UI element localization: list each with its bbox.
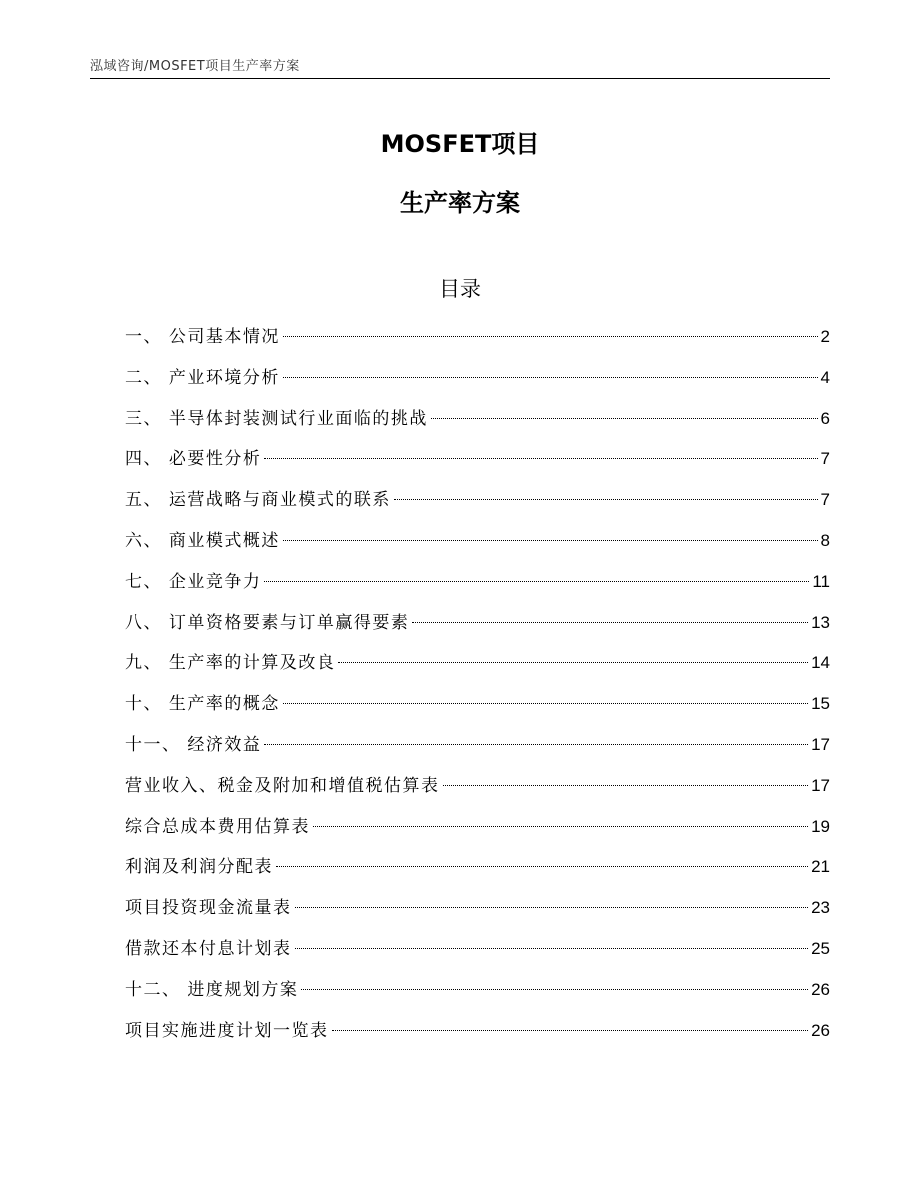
toc-dot-leader (412, 622, 808, 623)
toc-entry[interactable] (125, 443, 830, 484)
toc-entry-label: 利润及利润分配表 (125, 857, 273, 878)
toc-entry-page-number: 21 (811, 857, 830, 877)
toc-entry-label: 综合总成本费用估算表 (125, 816, 310, 837)
toc-dot-leader (443, 785, 809, 786)
toc-entry[interactable] (125, 484, 830, 525)
toc-entry-page-number: 17 (811, 775, 830, 795)
toc-entry[interactable] (125, 525, 830, 566)
toc-entry[interactable] (125, 1015, 830, 1056)
toc-dot-leader (313, 826, 808, 827)
table-of-contents (125, 321, 830, 1055)
toc-entry[interactable] (125, 933, 830, 974)
toc-entry-label: 四、 必要性分析 (125, 449, 262, 470)
toc-entry-page-number: 4 (820, 367, 830, 387)
toc-entry-page-number: 17 (811, 734, 830, 754)
running-header: 泓域咨询/MOSFET项目生产率方案 (90, 59, 300, 74)
toc-dot-leader (301, 989, 808, 990)
toc-entry-label: 二、 产业环境分析 (125, 367, 280, 388)
toc-dot-leader (283, 377, 818, 378)
toc-dot-leader (338, 662, 808, 663)
toc-entry-label: 七、 企业竞争力 (125, 571, 262, 592)
toc-entry-label: 营业收入、税金及附加和增值税估算表 (125, 775, 440, 796)
toc-dot-leader (264, 458, 817, 459)
toc-entry-page-number: 19 (811, 816, 830, 836)
toc-entry[interactable] (125, 647, 830, 688)
toc-entry-page-number: 11 (812, 571, 830, 591)
toc-entry-label: 借款还本付息计划表 (125, 938, 292, 959)
toc-entry-page-number: 26 (811, 979, 830, 999)
toc-entry[interactable] (125, 851, 830, 892)
toc-entry-page-number: 23 (811, 898, 830, 918)
toc-dot-leader (332, 1030, 809, 1031)
toc-entry-page-number: 13 (811, 612, 830, 632)
toc-entry-label: 八、 订单资格要素与订单赢得要素 (125, 612, 410, 633)
toc-entry-label: 十一、 经济效益 (125, 734, 262, 755)
toc-entry-label: 项目实施进度计划一览表 (125, 1020, 329, 1041)
toc-entry-page-number: 7 (820, 449, 830, 469)
document-subtitle: 生产率方案 (400, 189, 520, 217)
toc-entry[interactable] (125, 566, 830, 607)
toc-entry[interactable] (125, 811, 830, 852)
toc-entry-label: 三、 半导体封装测试行业面临的挑战 (125, 408, 428, 429)
toc-entry-page-number: 8 (820, 530, 830, 550)
toc-entry-page-number: 2 (820, 327, 830, 346)
toc-entry-label: 十、 生产率的概念 (125, 694, 280, 715)
toc-entry[interactable] (125, 729, 830, 770)
toc-entry-page-number: 14 (811, 653, 830, 673)
toc-entry-label: 一、 公司基本情况 (125, 327, 280, 347)
toc-entry-page-number: 7 (820, 490, 830, 510)
toc-entry-page-number: 15 (811, 694, 830, 714)
toc-entry[interactable] (125, 688, 830, 729)
toc-entry-label: 六、 商业模式概述 (125, 530, 280, 551)
toc-dot-leader (283, 540, 818, 541)
toc-entry[interactable] (125, 770, 830, 811)
toc-entry[interactable] (125, 321, 830, 362)
toc-entry[interactable] (125, 362, 830, 403)
toc-dot-leader (276, 866, 808, 867)
toc-dot-leader (264, 744, 808, 745)
toc-dot-leader (264, 581, 809, 582)
toc-entry-label: 项目投资现金流量表 (125, 898, 292, 919)
document-title: MOSFET项目 (380, 130, 540, 158)
toc-dot-leader (431, 418, 818, 419)
toc-entry-label: 九、 生产率的计算及改良 (125, 653, 336, 674)
toc-dot-leader (295, 907, 809, 908)
header-divider (90, 78, 830, 79)
toc-entry[interactable] (125, 403, 830, 444)
toc-dot-leader (283, 703, 808, 704)
toc-dot-leader (295, 948, 809, 949)
toc-entry-page-number: 6 (820, 408, 830, 428)
toc-entry-label: 五、 运营战略与商业模式的联系 (125, 490, 391, 511)
toc-dot-leader (394, 499, 818, 500)
toc-entry-page-number: 26 (811, 1020, 830, 1040)
toc-heading: 目录 (439, 277, 481, 301)
toc-dot-leader (283, 336, 818, 337)
toc-entry[interactable] (125, 974, 830, 1015)
toc-entry-label: 十二、 进度规划方案 (125, 979, 299, 1000)
toc-entry[interactable] (125, 607, 830, 648)
toc-entry[interactable] (125, 892, 830, 933)
toc-entry-page-number: 25 (811, 938, 830, 958)
